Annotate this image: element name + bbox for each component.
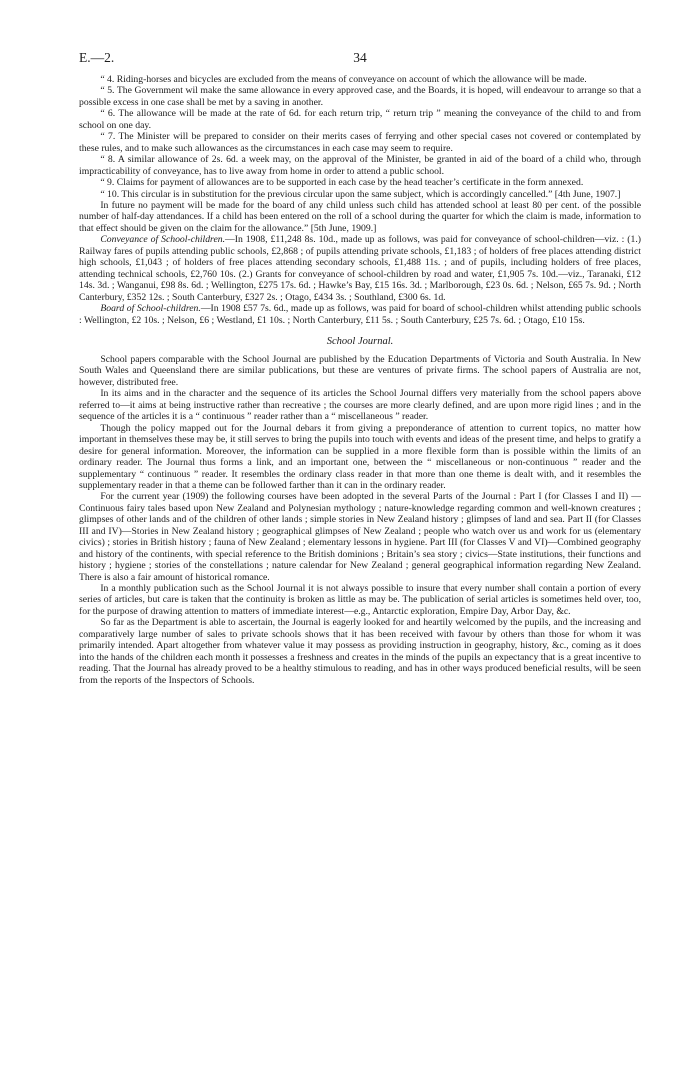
paragraph: “ 4. Riding-horses and bicycles are excluded from the means of conveyance on account of which the allowance will be made. (100, 74, 587, 85)
paragraph: “ 10. This circular is in substitution for the previous circular upon the same subject, which is accordingly cancelled.” [4th June, 1907.] (100, 188, 621, 200)
paragraph: Board of School-children.—In 1908 £57 7s. 6d., made up as follows, was paid for board of school-children whilst attending public schools : Wellington, £2 10s. ; Nelson, £6 ; Westland, £1 10s. ; North Canterbury, £11 5s. ; South Canterbury, £25 7s. 6d. ; Otago, £10 15s. (79, 303, 641, 326)
paragraph: “ 5. The Government wil make the same allowance in every approved case, and the Boards, it is hoped, will endeavour to arrange so that a possible excess in one case shall be met by a saving in another. (79, 85, 641, 108)
paragraph: So far as the Department is able to ascertain, the Journal is eagerly looked for and heartily welcomed by the pupils, and the increasing and comparatively large number of sales to private schools shows that it has been received with favour by others than those for whom it was primarily intended. Apart altogether from whatever value it may possess as providing instruction in geography, history, &c., coming as it does into the hands of the children each month it possesses a freshness and creates in the minds of the pupils an expectancy that is a great incentive to reading. That the Journal has already proved to be a healthy stimulous to reading, and has in other ways produced beneficial results, will be seen from the reports of the Inspectors of Schools. (79, 617, 641, 686)
paragraph: “ 7. The Minister will be prepared to consider on their merits cases of ferrying and other special cases not covered or contemplated by these rules, and to make such allowances as the circumstances in each case may seem to require. (79, 131, 641, 154)
paragraph-lead: Conveyance of School-children. (100, 234, 226, 246)
paragraph: “ 9. Claims for payment of allowances are to be supported in each case by the head teacher’s certificate in the form annexed. (100, 177, 584, 189)
report-reference: E.—2. (79, 50, 115, 65)
paragraph: In future no payment will be made for the board of any child unless such child has attended school at least 80 per cent. of the possible number of half-day attendances. If a child has been entered on the roll of a school during the quarter for which the claim is made, information to that effect should be given on the claim for the allowance.” [5th June, 1909.] (79, 199, 641, 234)
paragraph-lead: Board of School-children. (100, 303, 201, 315)
section-title: School Journal. (326, 335, 394, 347)
page-number: 34 (353, 50, 367, 65)
paragraph: Conveyance of School-children.—In 1908, £11,248 8s. 10d., made up as follows, was paid for conveyance of school-children—viz. : (1.) Railway fares of pupils attending public schools, £2,868 ; of pupils attending private schools, £1,183 ; of holders of free places attending district high schools, £1,043 ; of holders of free places attending secondary schools, £1,488 11s. ; and of pupils, including holders of free places, attending technical schools, £2,760 10s. (2.) Grants for conveyance of school-children by road and water, £1,905 7s. 10d.—viz., Taranaki, £12 14s. 3d. ; Wanganui, £98 8s. 6d. ; Wellington, £275 17s. 6d. ; Hawke’s Bay, £15 16s. 3d. ; Marlborough, £23 0s. 6d. ; Nelson, £65 7s. 9d. ; North Canterbury, £352 12s. ; South Canterbury, £327 2s. ; Otago, £434 3s. ; Southland, £300 6s. 1d. (79, 234, 642, 303)
paragraph: Though the policy mapped out for the Journal debars it from giving a preponderance of attention to current topics, no matter how important in themselves these may be, it still serves to bring the pupils into touch with events and ideas of the present time, and helps to gratify a desire for general information. Moreover, the information can be supplied in a more flexible form than is possible within the limits of an ordinary reader. The Journal thus forms a link, and an important one, between the “ miscellaneous or non-continuous ” reader and the supplementary “ continuous ” reader. It resembles the ordinary class reader in that more than one theme is dealt with, and it resembles the supplementary reader in that a theme can be followed farther than it can in the ordinary reader. (79, 422, 641, 491)
paragraph: “ 6. The allowance will be made at the rate of 6d. for each return trip, “ return trip ” meaning the conveyance of the child to and from school on one day. (79, 108, 641, 131)
running-header (79, 50, 641, 74)
paragraph: For the current year (1909) the following courses have been adopted in the several Parts of the Journal : Part I (for Classes I and II) — Continuous fairy tales based upon New Zealand and Polynesian mythology ; nature-knowledge regarding common and well-known creatures ; glimpses of other lands and of the children of other lands ; simple stories in New Zealand history ; glimpses of land and sea. Part II (for Classes III and IV)—Stories in New Zealand history ; geographical glimpses of New Zealand ; people who watch over us and work for us (elementary civics) ; stories in British history ; fauna of New Zealand ; elementary lessons in hygiene. Part III (for Classes V and VI)—Combined geography and history of the continents, with special reference to the British dominions ; Britain’s sea story ; civics—State institutions, their functions and history ; hygiene ; stories of the constellations ; nature calendar for New Zealand ; general geographical information regarding New Zealand. There is also a fair amount of historical romance. (79, 491, 641, 583)
paragraph: “ 8. A similar allowance of 2s. 6d. a week may, on the approval of the Minister, be granted in aid of the board of a child who, through impracticability of conveyance, has to live away from home in order to attend a public school. (79, 154, 641, 177)
conveyance-section (79, 74, 641, 326)
paragraph: In a monthly publication such as the School Journal it is not always possible to insure that every number shall contain a portion of every series of articles, but care is taken that the continuity is broken as little as may be. The publication of serial articles is sometimes held over, too, for the purpose of drawing attention to matters of immediate interest—e.g., Antarctic exploration, Empire Day, Arbor Day, &c. (79, 583, 641, 617)
paragraph: School papers comparable with the School Journal are published by the Education Departments of Victoria and South Australia. In New South Wales and Queensland there are similar publications, but these are ventures of private firms. The school papers of Australia are not, however, distributed free. (79, 353, 641, 388)
school-journal-section (79, 354, 641, 686)
paragraph: In its aims and in the character and the sequence of its articles the School Journal differs very materially from the school papers above referred to—it aims at being instructive rather than recreative ; the courses are more clearly defined, and are upon more rigid lines ; and in the sequence of the articles it is a “ continuous ” reader rather than a “ miscellaneous ” reader. (79, 388, 641, 423)
document-page (79, 50, 641, 686)
